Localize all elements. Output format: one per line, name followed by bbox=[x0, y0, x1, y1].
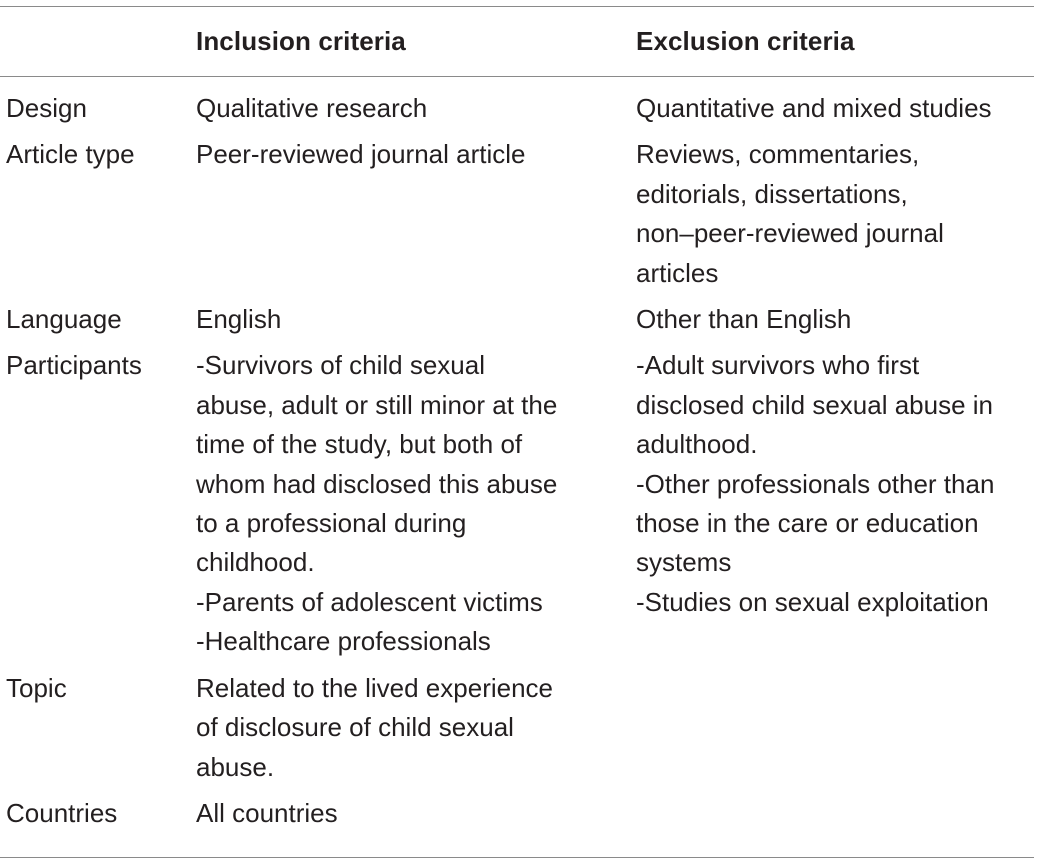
row-label: Language bbox=[6, 304, 122, 335]
header-row bbox=[0, 7, 1034, 76]
header-label bbox=[0, 7, 196, 76]
row-label: Countries bbox=[6, 797, 118, 828]
exclusion-cell: -Adult survivors who first disclosed child sexual abuse in adulthood. -Other professionals other than those in the care or education systems -Studies on sexual exploitation bbox=[636, 350, 995, 617]
table-row bbox=[0, 669, 1034, 794]
inclusion-cell: English bbox=[196, 304, 282, 335]
exclusion-cell bbox=[636, 669, 1034, 794]
table-row bbox=[0, 794, 1034, 840]
bottom-rule bbox=[0, 857, 1034, 858]
header-exclusion: Exclusion criteria bbox=[636, 26, 855, 56]
row-label: Topic bbox=[6, 672, 67, 703]
inclusion-cell: Related to the lived experience of disclosure of child sexual abuse. bbox=[196, 672, 554, 782]
inclusion-cell: -Survivors of child sexual abuse, adult or still minor at the time of the study, but both of whom had disclosed this abuse to a professional during childhood. -Parents of adolescent victims -Healthcare professionals bbox=[196, 350, 558, 657]
row-label: Participants bbox=[6, 350, 142, 381]
exclusion-cell: Other than English bbox=[636, 304, 852, 335]
exclusion-cell bbox=[636, 794, 1034, 840]
inclusion-cell: All countries bbox=[196, 797, 338, 828]
criteria-table bbox=[0, 7, 1034, 840]
exclusion-cell: Quantitative and mixed studies bbox=[636, 93, 992, 123]
row-label: Design bbox=[6, 93, 87, 123]
inclusion-cell: Peer-reviewed journal article bbox=[196, 139, 526, 170]
table-row bbox=[0, 300, 1034, 346]
table-row bbox=[0, 76, 1034, 135]
header-inclusion: Inclusion criteria bbox=[196, 26, 406, 56]
table-row bbox=[0, 135, 1034, 300]
table-row bbox=[0, 346, 1034, 668]
row-label: Article type bbox=[6, 139, 135, 170]
exclusion-cell: Reviews, commentaries, editorials, dissertations, non–peer-reviewed journal articles bbox=[636, 139, 944, 288]
inclusion-cell: Qualitative research bbox=[196, 93, 428, 123]
